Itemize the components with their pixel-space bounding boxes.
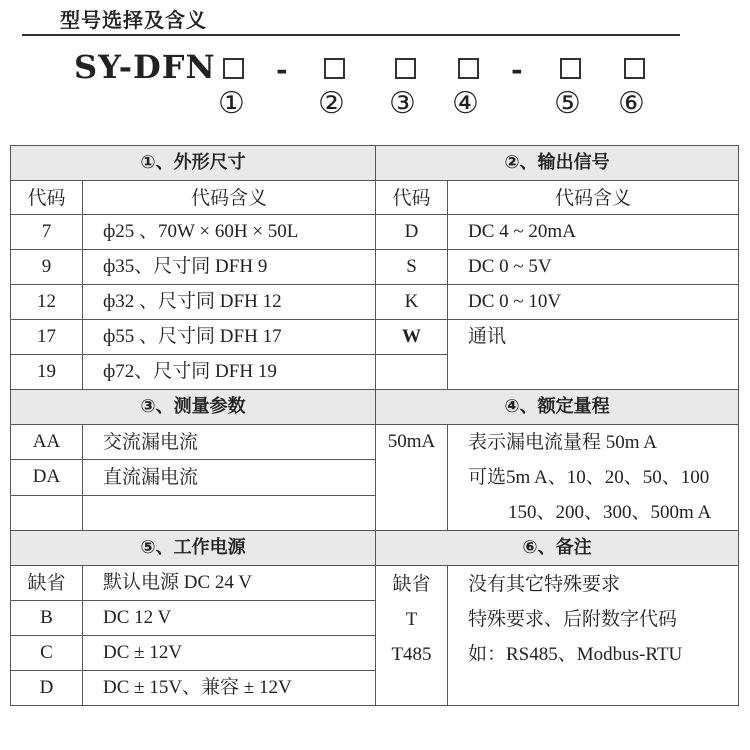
s1-code: 9 [11,250,83,285]
s5-code: C [11,636,83,671]
marker-2: ② [318,86,345,121]
marker-4: ④ [452,86,479,121]
model-slot-6 [624,58,645,79]
s5-code: D [11,671,83,706]
s1-meaning: ф32 、尺寸同 DFH 12 [83,285,376,320]
model-slot-1 [223,58,244,79]
model-dash-2: - [511,53,523,86]
model-dash-1: - [276,53,288,86]
s2-meaning: DC 0 ~ 5V [448,250,739,285]
s5-meaning: 默认电源 DC 24 V [83,566,376,601]
s1-col-code: 代码 [11,181,83,215]
heading-rule [22,34,680,36]
section-4-title: ④、额定量程 [376,390,739,425]
s1-code: 19 [11,355,83,390]
section-2-title: ②、输出信号 [376,146,739,181]
s1-meaning: ф72、尺寸同 DFH 19 [83,355,376,390]
s4-line-3: 150、200、300、500m A [508,502,712,523]
s5-code: 缺省 [11,566,83,601]
table-row [11,215,739,250]
s2-code: W [376,320,448,355]
table-row [11,320,739,355]
page-heading: 型号选择及含义 [60,8,207,32]
s6-meaning-3: 如：RS485、Modbus-RTU [468,644,683,665]
s2-empty-cell [376,355,448,390]
s1-meaning: ф55 、尺寸同 DFH 17 [83,320,376,355]
s6-code-2: T [405,609,418,630]
marker-6: ⑥ [618,86,645,121]
s3-meaning: 交流漏电流 [83,425,376,460]
s4-line-1: 表示漏电流量程 50m A [468,432,657,453]
marker-3: ③ [389,86,416,121]
model-spec-table [10,145,739,706]
s1-col-meaning: 代码含义 [83,181,376,215]
s2-col-meaning: 代码含义 [448,181,739,215]
s1-code: 7 [11,215,83,250]
s2-code: S [376,250,448,285]
s3-empty-meaning [83,495,376,530]
s6-code-3: T485 [391,644,432,665]
table-row [11,285,739,320]
section-6-title: ⑥、备注 [376,531,739,566]
s1-code: 12 [11,285,83,320]
s4-line-2: 可选5m A、10、20、50、100 [468,467,710,488]
s6-meaning-1: 没有其它特殊要求 [468,573,621,595]
model-prefix: SY-DFN [74,48,216,86]
table-row [11,250,739,285]
s3-empty-code [11,495,83,530]
s5-meaning: DC 12 V [83,601,376,636]
s5-code: B [11,601,83,636]
s2-meaning: DC 0 ~ 10V [448,285,739,320]
s3-code: DA [11,460,83,495]
s5-meaning: DC ± 12V [83,636,376,671]
s2-meaning: DC 4 ~ 20mA [448,215,739,250]
s2-code: K [376,285,448,320]
s6-codes [376,566,448,706]
table-row [11,425,739,460]
marker-1: ① [218,86,245,121]
s1-meaning: ф25 、70W × 60H × 50L [83,215,376,250]
s3-code: AA [11,425,83,460]
section-1-title: ①、外形尺寸 [11,146,376,181]
s1-meaning: ф35、尺寸同 DFH 9 [83,250,376,285]
section-3-title: ③、测量参数 [11,390,376,425]
model-slot-2 [324,58,345,79]
s4-code: 50mA [376,425,448,531]
s1-code: 17 [11,320,83,355]
s2-col-code: 代码 [376,181,448,215]
table-row [11,566,739,601]
s6-code-1: 缺省 [392,573,431,595]
s6-meanings [448,566,739,706]
s2-meaning: 通讯 [448,320,739,390]
s2-code: D [376,215,448,250]
model-slot-3 [395,58,416,79]
s3-meaning: 直流漏电流 [83,460,376,495]
model-slot-4 [458,58,479,79]
model-slot-5 [560,58,581,79]
section-5-title: ⑤、工作电源 [11,531,376,566]
s6-meaning-2: 特殊要求、后附数字代码 [468,608,678,630]
s4-meaning [448,425,739,531]
s5-meaning: DC ± 15V、兼容 ± 12V [83,671,376,706]
marker-5: ⑤ [554,86,581,121]
